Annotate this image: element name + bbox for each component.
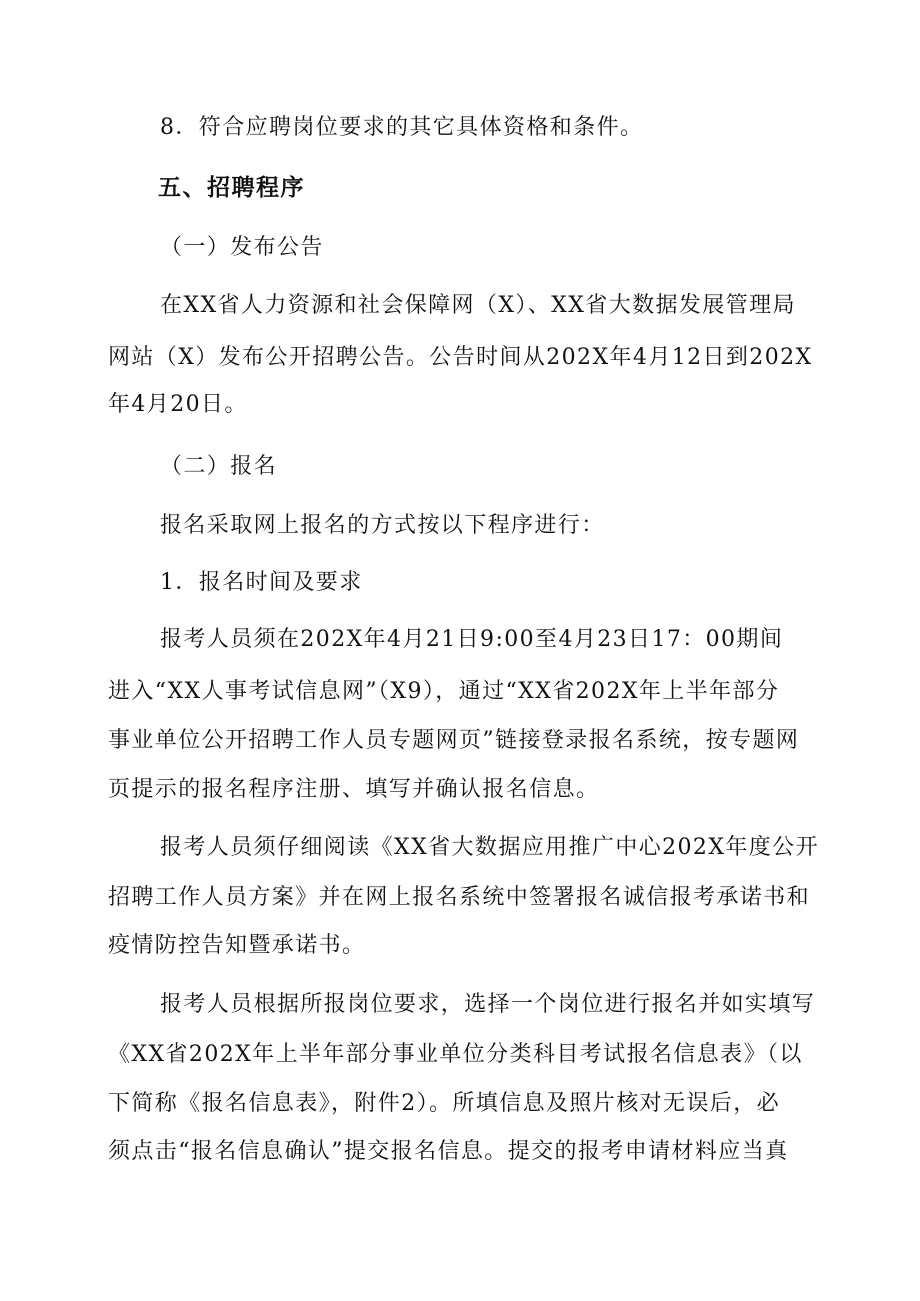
- select-para-line-3: 下简称《报名信息表》，附件2）。所填信息及照片核对无误后，必: [108, 1091, 780, 1116]
- time-para-line-3: 事业单位公开招聘工作人员专题网页”链接登录报名系统，按专题网: [108, 728, 800, 753]
- subsection-1-heading: （一）发布公告: [160, 235, 324, 260]
- announce-para-line-2: 网站（X）发布公开招聘公告。公告时间从202X年4月12日到202X: [108, 345, 813, 370]
- subsection-2-heading: （二）报名: [160, 454, 278, 479]
- read-para-line-1: 报考人员须仔细阅读《XX省大数据应用推广中心202X年度公开: [160, 835, 819, 860]
- section-5-heading: 五、招聘程序: [158, 175, 305, 201]
- select-para-line-2: 《XX省202X年上半年部分事业单位分类科目考试报名信息表》（以: [108, 1042, 803, 1067]
- method-para: 报名采取网上报名的方式按以下程序进行：: [160, 513, 605, 538]
- announce-para-line-1: 在XX省人力资源和社会保障网（X）、XX省大数据发展管理局: [160, 293, 796, 318]
- select-para-line-1: 报考人员根据所报岗位要求，选择一个岗位进行报名并如实填写: [160, 992, 816, 1017]
- read-para-line-3: 疫情防控告知暨承诺书。: [108, 933, 366, 958]
- item-8-text: 8．符合应聘岗位要求的其它具体资格和条件。: [160, 115, 644, 140]
- item-1-heading: 1．报名时间及要求: [160, 570, 363, 595]
- select-para-line-4: 须点击“报名信息确认”提交报名信息。提交的报考申请材料应当真: [108, 1139, 789, 1164]
- announce-para-line-3: 年4月20日。: [108, 392, 248, 417]
- time-para-line-2: 进入“XX人事考试信息网”（X9），通过“XX省202X年上半年部分: [108, 679, 780, 704]
- time-para-line-4: 页提示的报名程序注册、填写并确认报名信息。: [108, 777, 600, 802]
- time-para-line-1: 报考人员须在202X年4月21日9:00至4月23日17：00期间: [160, 627, 784, 652]
- read-para-line-2: 招聘工作人员方案》并在网上报名系统中签署报名诚信报考承诺书和: [108, 885, 811, 910]
